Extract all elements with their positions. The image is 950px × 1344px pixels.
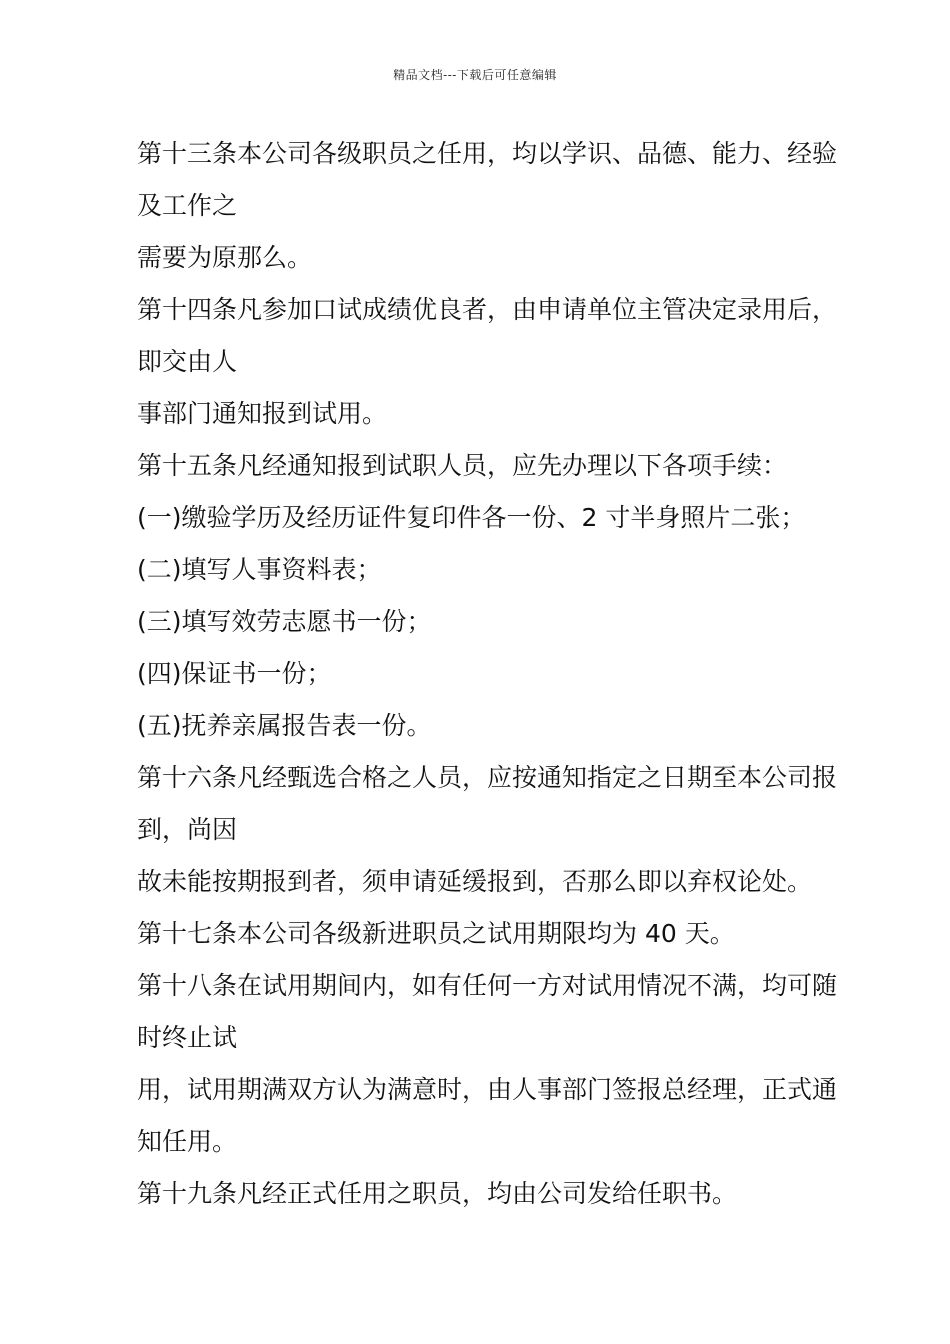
document-body — [137, 128, 877, 1220]
text-line: 故未能按期报到者，须申请延缓报到，否那么即以弃权论处。 — [137, 867, 813, 896]
text-line: 用，试用期满双方认为满意时，由人事部门签报总经理，正式通 — [137, 1075, 838, 1104]
text-line: 第十六条凡经甄选合格之人员，应按通知指定之日期至本公司报 — [137, 763, 838, 792]
text-line: 第十七条本公司各级新进职员之试用期限均为 40 天。 — [137, 919, 735, 948]
text-line: 第十四条凡参加口试成绩优良者，由申请单位主管决定录用后， — [137, 295, 838, 324]
text-line: 第十八条在试用期间内，如有任何一方对试用情况不满，均可随 — [137, 971, 838, 1000]
page-header: 精品文档---下载后可任意编辑 — [393, 68, 557, 82]
text-line: 第十五条凡经通知报到试职人员，应先办理以下各项手续： — [137, 451, 788, 480]
text-line: (一)缴验学历及经历证件复印件各一份、2 寸半身照片二张； — [137, 503, 806, 532]
text-line: 及工作之 — [137, 191, 238, 220]
text-line: (五)抚养亲属报告表一份。 — [137, 711, 432, 740]
text-line: 第十三条本公司各级职员之任用，均以学识、品德、能力、经验 — [137, 139, 838, 168]
text-line: 知任用。 — [137, 1127, 238, 1156]
text-line: 事部门通知报到试用。 — [137, 399, 388, 428]
text-line: 第十九条凡经正式任用之职员，均由公司发给任职书。 — [137, 1179, 738, 1208]
text-line: 需要为原那么。 — [137, 243, 313, 272]
text-line: 到，尚因 — [137, 815, 238, 844]
text-line: (二)填写人事资料表； — [137, 555, 382, 584]
text-line: (四)保证书一份； — [137, 659, 332, 688]
text-line: 时终止试 — [137, 1023, 238, 1052]
text-line: (三)填写效劳志愿书一份； — [137, 607, 432, 636]
text-line: 即交由人 — [137, 347, 238, 376]
